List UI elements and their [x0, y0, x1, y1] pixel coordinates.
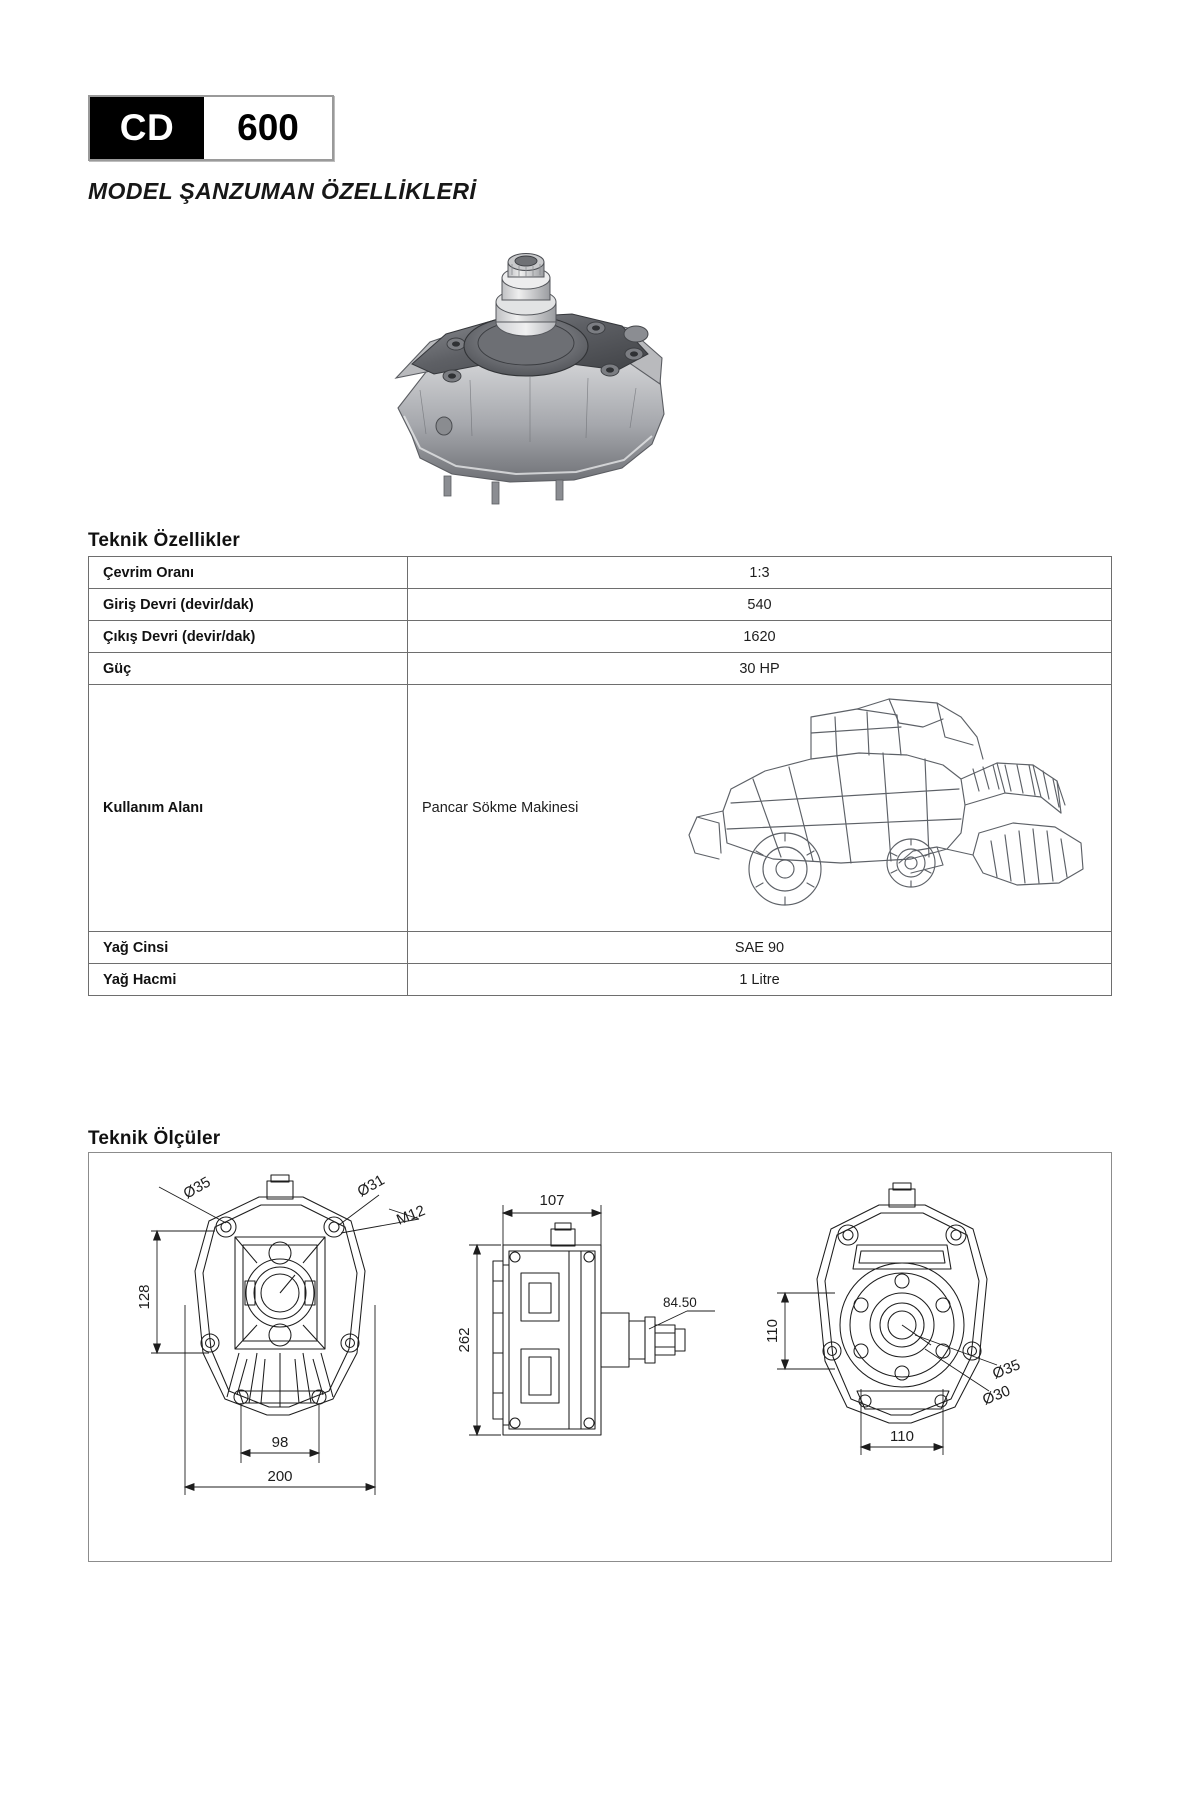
spec-value: 540 — [408, 589, 1112, 621]
rear-callout-d30: Ø30 — [980, 1382, 1013, 1409]
spec-label: Güç — [89, 653, 408, 685]
front-dim-128: 128 — [136, 1284, 153, 1310]
spec-label: Yağ Cinsi — [89, 932, 408, 964]
spec-label: Çıkış Devri (devir/dak) — [89, 621, 408, 653]
side-view-drawing — [493, 1223, 685, 1435]
front-dim-98-lines — [241, 1403, 319, 1463]
side-dim-262-lines — [469, 1245, 501, 1435]
dimensions-section-title: Teknik Ölçüler — [88, 1128, 221, 1149]
front-dim-98: 98 — [271, 1434, 289, 1451]
rear-dim-110h-lines — [861, 1389, 943, 1455]
dimension-drawings — [89, 1153, 1111, 1561]
logo-number: 600 — [204, 97, 332, 159]
spec-value: 1620 — [408, 621, 1112, 653]
front-callout-d31: Ø31 — [354, 1171, 388, 1201]
side-dim-8450: 84.50 — [663, 1295, 697, 1310]
rear-callout-lines — [915, 1335, 997, 1391]
rear-callout-d35: Ø35 — [990, 1356, 1023, 1383]
table-row — [89, 964, 1112, 996]
usage-value-text: Pancar Sökme Makinesi — [422, 800, 579, 816]
spec-value: 30 HP — [408, 653, 1112, 685]
spec-value: 1:3 — [408, 557, 1112, 589]
side-dim-262: 262 — [456, 1327, 473, 1353]
model-logo-badge — [88, 95, 334, 161]
front-callout-d35: Ø35 — [180, 1173, 214, 1203]
page-subtitle: MODEL ŞANZUMAN ÖZELLİKLERİ — [88, 178, 477, 204]
spec-label: Çevrim Oranı — [89, 557, 408, 589]
rear-dim-110-horizontal: 110 — [890, 1428, 914, 1445]
spec-label: Kullanım Alanı — [89, 685, 408, 932]
logo-prefix: CD — [90, 97, 204, 159]
dimension-drawings-panel — [88, 1152, 1112, 1562]
spec-value-usage — [408, 685, 1112, 932]
front-callout-m12: M12 — [394, 1202, 428, 1229]
front-view-drawing — [195, 1175, 365, 1415]
side-callout-line — [649, 1311, 715, 1329]
spec-section-title: Teknik Özellikler — [88, 530, 240, 551]
table-row — [89, 557, 1112, 589]
table-row-usage — [89, 685, 1112, 932]
rear-dim-110-vertical: 110 — [764, 1319, 781, 1343]
table-row — [89, 932, 1112, 964]
side-dim-107: 107 — [539, 1192, 565, 1209]
harvester-illustration — [661, 693, 1091, 923]
side-dim-107-lines — [503, 1205, 601, 1245]
spec-label: Yağ Hacmi — [89, 964, 408, 996]
spec-value: SAE 90 — [408, 932, 1112, 964]
product-photo — [360, 230, 740, 510]
spec-value: 1 Litre — [408, 964, 1112, 996]
specifications-table — [88, 556, 1112, 996]
rear-view-drawing — [817, 1183, 987, 1423]
table-row — [89, 621, 1112, 653]
spec-label: Giriş Devri (devir/dak) — [89, 589, 408, 621]
front-dim-200: 200 — [267, 1468, 293, 1485]
table-row — [89, 589, 1112, 621]
table-row — [89, 653, 1112, 685]
